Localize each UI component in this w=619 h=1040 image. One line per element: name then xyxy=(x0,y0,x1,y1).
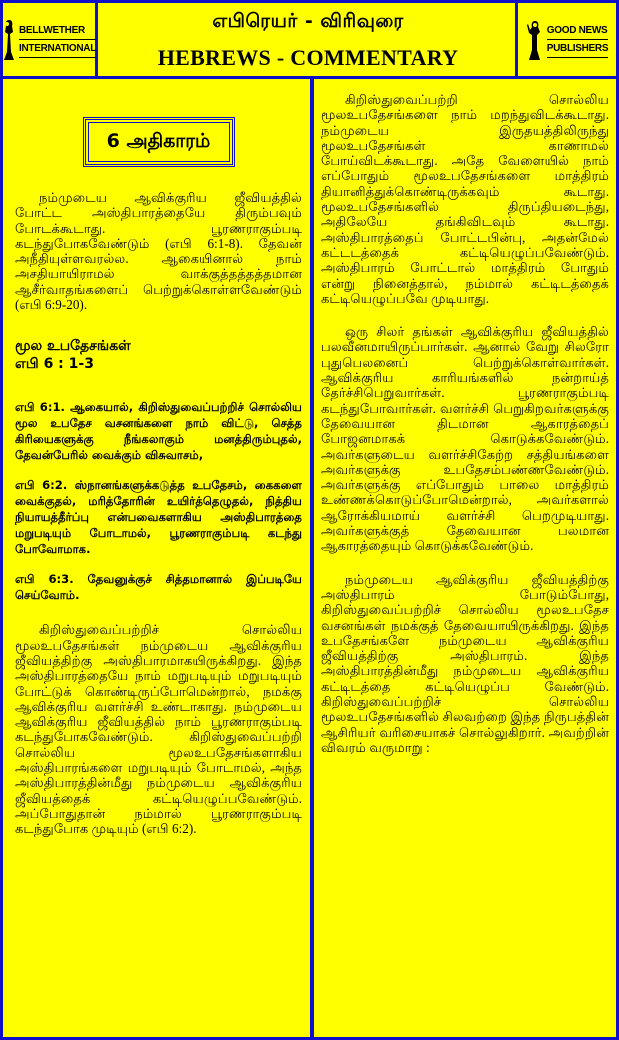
section-heading-title: மூல உபதேசங்கள் xyxy=(15,338,131,355)
body-paragraph: கிறிஸ்துவைப்பற்றி சொல்லிய மூலஉபதேசங்களை நாம் மறந்துவிடக்கூடாது. நம்முடைய இருதயத்திலிருந்து மூலஉபதேசங்கள் காணாமல் போய்விடக்கூடாது. அதே வேளையில் நாம் எப்போதும் மூலஉபதேசங்களை மாத்திரம் தியானித்துக்கொண்டிருக்கவும் கூடாது. மூலஉபதேசங்களில் திருப்தியடைந்து, அதிலேயே தங்கிவிடவும் கூடாது. அஸ்திபாரத்தைப் போட்டபின்பு, அதன்மேல் கட்டடத்தைக் கட்டியெழுப்பவேண்டும். அஸ்திபாரம் போட்டால் மாத்திரம் போதும் என்று நினைத்தால், நம்மால் கட்டிடத்தைக் கட்டியெழுப்பவே முடியாது. xyxy=(321,92,609,306)
right-column xyxy=(321,79,609,1037)
verse-6-1: எபி 6:1. ஆகையால், கிறிஸ்துவைப்பற்றிச் சொல்லிய மூல உபதேச வசனங்களை நாம் விட்டு, செத்த கிரியைகளுக்கு நீங்கலாகும் மனத்திரும்புதல், தேவன்பேரில் வைக்கும் விசுவாசம், xyxy=(15,400,302,463)
good-news-logo-line1: GOOD NEWS xyxy=(547,22,608,40)
section-heading xyxy=(15,337,302,373)
good-news-logo-line2: PUBLISHERS xyxy=(547,40,608,58)
left-column xyxy=(15,79,302,1037)
intro-paragraph: நம்முடைய ஆவிக்குரிய ஜீவியத்தில் போட்ட அஸ்திபாரத்தையே திரும்பவும் போடக்கூடாது. பூரணராகும்படி கடந்துபோகவேண்டும் (எபி 6:1-8). தேவன் அநீதியுள்ளவரல்ல. ஆகையினால் நாம் அசதியாயிராமல் வாக்குத்தத்தத்தமான ஆசீர்வாதங்களைப் பெற்றுக்கொள்ளவேண்டும் (எபி 6:9-20). xyxy=(15,190,302,313)
trumpet-figure-icon xyxy=(526,18,544,62)
bellwether-logo xyxy=(3,3,98,76)
page-title-block xyxy=(101,3,515,76)
body-paragraph: நம்முடைய ஆவிக்குரிய ஜீவியத்திற்கு அஸ்திபாரம் போடும்போது, கிறிஸ்துவைப்பற்றிச் சொல்லிய மூலஉபதேச வசனங்கள் நமக்குத் தேவையாயிருக்கிறது. இந்த உபதேசங்களே நம்முடைய ஆவிக்குரிய ஜீவியத்திற்கு அஸ்திபாரம். இந்த அஸ்திபாரத்தின்மீது நம்முடைய ஆவிக்குரிய கட்டிடத்தை கட்டியெழுப்ப வேண்டும். கிறிஸ்துவைப்பற்றிச் சொல்லிய மூலஉபதேசங்களில் சிலவற்றை இந்த நிருபத்தின் ஆசிரியர் வரிசையாகச் சொல்லுகிறார். அவற்றின் விவரம் வருமாறு : xyxy=(321,571,609,755)
title-tamil: எபிரெயர் - விரிவுரை xyxy=(212,10,404,32)
column-divider xyxy=(310,79,314,1040)
bellwether-ram-icon xyxy=(2,18,16,62)
verse-6-3: எபி 6:3. தேவனுக்குச் சித்தமானால் இப்படியே செய்வோம். xyxy=(15,572,302,603)
verse-6-2: எபி 6:2. ஸ்நானங்களுக்கடுத்த உபதேசம், கைகளை வைக்குதல், மரித்தோரின் உயிர்த்தெழுதல், நித்திய நியாயத்தீர்ப்பு என்பவைகளாகிய அஸ்திபாரத்தை மறுபடியும் போடாமல், பூரணராகும்படி கடந்து போவோமாக. xyxy=(15,478,302,557)
body-paragraph: கிறிஸ்துவைப்பற்றிச் சொல்லிய மூலஉபதேசங்கள் நம்முடைய ஆவிக்குரிய ஜீவியத்திற்கு அஸ்திபாரமாகயிருக்கிறது. இந்த அஸ்திபாரத்தையே நாம் மறுபடியும் மறுபடியும் போட்டுக் கொண்டிருப்போமென்றால், நமக்கு ஆவிக்குரிய வளர்ச்சி உண்டாகாது. நம்முடைய ஆவிக்குரிய ஜீவியத்தில் நாம் பூரணராகும்படி கடந்துபோகவேண்டும். கிறிஸ்துவைப்பற்றி சொல்லிய மூலஉபதேசங்களாகிய அஸ்திபாரங்களை மறுபடியும் போடாமல், அந்த அஸ்திபாரத்தின்மீது நம்முடைய ஆவிக்குரிய ஜீவியத்தைக் கட்டியெழுப்பவேண்டும். அப்போதுதான் நம்மால் பூரணராகும்படி கடந்துபோக முடியும் (எபி 6:2). xyxy=(15,622,302,837)
body-paragraph: ஒரு சிலர் தங்கள் ஆவிக்குரிய ஜீவியத்தில் பலவீனமாயிருப்பார்கள். ஆனால் வேறு சிலரோ புதுபெலனைப் பெற்றுக்கொள்வார்கள். ஆவிக்குரிய காரியங்களில் நன்றாய்த் தேர்ச்சிபெறுவார்கள். பூரணராகும்படி கடந்துபோவார்கள். வளர்ச்சி பெறுகிறவர்களுக்கு தேவையான திடமான ஆகாரத்தைப் போஜனமாகக் கொடுக்கவேண்டும். அவர்களுடைய வளர்ச்சிகேற்ற சத்தியங்களை அவர்களுக்கு உபதேசம்பண்ணவேண்டும். அவர்களுக்கு எப்போதும் பாலை மாத்திரம் உண்ணக்கொடுப்போமென்றால், அவர்களால் ஆரோக்கியமாய் வளர்ச்சி பெறமுடியாது. அவர்களுக்குத் தேவையான பலமான ஆகாரத்தையும் கொடுக்கவேண்டும். xyxy=(321,324,609,554)
good-news-logo xyxy=(515,3,616,76)
header xyxy=(3,3,616,79)
bellwether-logo-line1: BELLWETHER xyxy=(19,22,96,40)
title-english: HEBREWS - COMMENTARY xyxy=(157,45,459,70)
section-heading-reference: எபி 6 : 1-3 xyxy=(15,356,94,373)
chapter-title: 6 அதிகாரம் xyxy=(83,117,235,167)
bellwether-logo-line2: INTERNATIONAL xyxy=(19,40,96,58)
